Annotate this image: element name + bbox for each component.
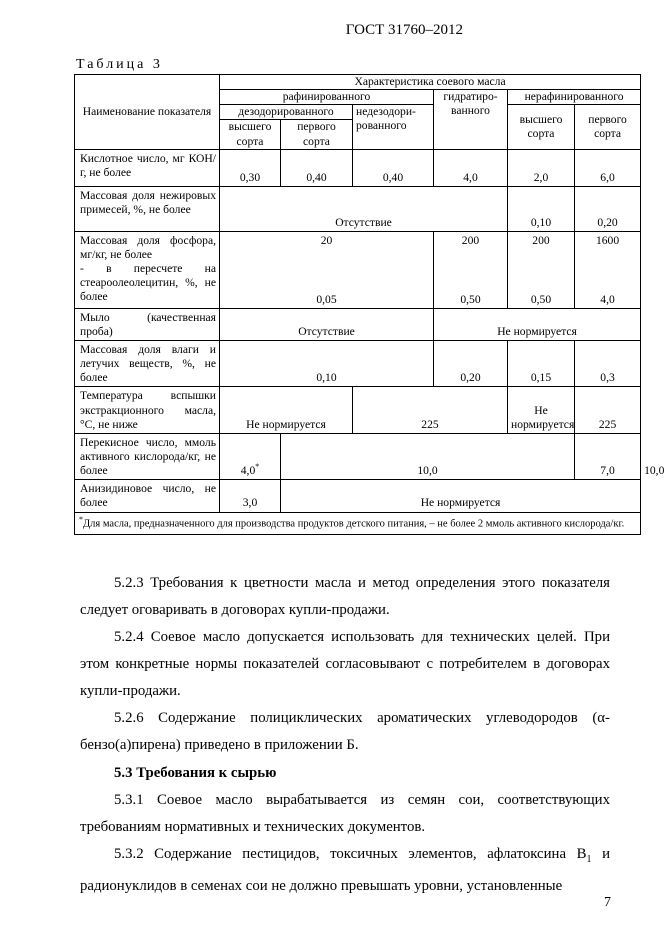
value-bottom: 0,05 <box>316 292 337 306</box>
table-cell: 0,40 <box>353 149 434 186</box>
table-row: Перекисное число, ммоль активного кислорода/кг, не более 4,0* 10,0 7,0 10,0 <box>75 433 641 479</box>
table-cell: Отсутствие <box>220 186 508 231</box>
table-footnote-row <box>75 512 641 534</box>
oil-characteristics-table <box>74 74 664 535</box>
header-top-grade: высшего сорта <box>220 120 281 149</box>
header-characteristic: Характеристика соевого масла <box>220 75 641 90</box>
table-cell: 225 <box>353 387 508 433</box>
table-cell <box>220 433 281 479</box>
table-cell: Не нормируется <box>434 308 641 340</box>
header-unrefined-first: первого сорта <box>575 105 641 149</box>
footnote-marker: * <box>79 514 83 524</box>
document-header: ГОСТ 31760–2012 <box>345 22 463 38</box>
header-indicator: Наименование показателя <box>75 75 220 150</box>
table-row <box>75 231 641 308</box>
footnote-marker: * <box>255 462 260 472</box>
table-cell: 10,0 <box>281 433 575 479</box>
table-cell: 0,20 <box>575 186 641 231</box>
row-label: Массовая доля нежировых примесей, %, не более <box>75 186 220 231</box>
table-cell: Не нормируется <box>281 480 641 512</box>
table-row <box>75 340 641 386</box>
table-cell <box>434 231 508 308</box>
table-row <box>75 308 641 340</box>
table-row <box>75 186 641 231</box>
row-label: Кислотное число, мг КОН/г, не более <box>75 149 220 186</box>
value-top: 1600 <box>595 233 620 247</box>
table-cell: 0,40 <box>281 149 353 186</box>
table-row <box>75 387 641 433</box>
table-cell: 0,20 <box>434 340 508 386</box>
table-cell: 0,30 <box>220 149 281 186</box>
row-label: Перекисное число, ммоль активного кислорода/кг, не более <box>75 433 220 479</box>
value-bottom: 4,0 <box>600 292 615 306</box>
table-cell: 0,3 <box>575 340 641 386</box>
header-non-deodorized: недезодори-рованного <box>353 105 434 149</box>
table-cell <box>508 231 575 308</box>
paragraph-5-2-6: 5.2.6 Содержание полициклических ароматических углеводородов (α-бензо(а)пирена) приведено в приложении Б. <box>80 710 610 753</box>
table-cell: 225 <box>575 387 641 433</box>
section-heading-5-3: 5.3 Требования к сырью <box>114 765 277 781</box>
paragraph-5-2-4: 5.2.4 Соевое масло допускается использовать для технических целей. При этом конкретные нормы показателей согласовывают с потребителем в договорах купли-продажи. <box>80 629 610 699</box>
cell-value: 4,0 <box>240 464 256 478</box>
header-first-grade: первого сорта <box>281 120 353 149</box>
row-label <box>75 231 220 308</box>
page-number: 7 <box>604 895 611 910</box>
header-deodorized: дезодорированного <box>220 105 353 120</box>
table-cell: 6,0 <box>575 149 641 186</box>
table-cell: 2,0 <box>508 149 575 186</box>
table-cell: Не нормируется <box>220 387 353 433</box>
table-cell: 3,0 <box>220 480 281 512</box>
value-top: 20 <box>320 233 333 247</box>
table-cell: 0,10 <box>220 340 434 386</box>
table-cell <box>575 231 641 308</box>
row-label: Мыло (качественная проба) <box>75 308 220 340</box>
header-hydrated: гидратиро-ванного <box>434 90 508 150</box>
value-top: 200 <box>532 233 550 247</box>
paragraph-5-2-3: 5.2.3 Требования к цветности масла и метод определения этого показателя следует оговаривать в договорах купли-продажи. <box>80 575 610 618</box>
row-label: Анизидиновое число, не более <box>75 480 220 512</box>
header-unrefined-top: высшего сорта <box>508 105 575 149</box>
footnote-text: Для масла, предназначенного для производства продуктов детского питания, – не более 2 ммоль активного кислорода/кг. <box>83 518 625 530</box>
header-refined: рафинированного <box>220 90 434 105</box>
value-bottom: 0,50 <box>530 292 552 306</box>
table-cell: 4,0 <box>434 149 508 186</box>
row-label-sub: - в пересчете на стеароолеолецитин, %, не более <box>80 261 216 304</box>
table-row <box>75 480 641 512</box>
paragraph-5-3-2 <box>80 841 610 900</box>
row-label-main: Массовая доля фосфора, мг/кг, не более <box>80 233 216 261</box>
row-label: Температура вспышки экстракционного масла, °С, не ниже <box>75 387 220 433</box>
row-label: Массовая доля влаги и летучих веществ, %, не более <box>75 340 220 386</box>
table-cell: Отсутствие <box>220 308 434 340</box>
table-footnote <box>75 512 641 534</box>
table-row <box>75 149 641 186</box>
subscript: 1 <box>586 853 592 865</box>
header-unrefined: нерафинированного <box>508 90 641 105</box>
table-caption: Таблица 3 <box>76 57 163 72</box>
table-cell: Не нормируется <box>508 387 575 433</box>
value-top: 200 <box>461 233 480 247</box>
table-cell: 7,0 <box>575 433 641 479</box>
table-cell <box>220 231 434 308</box>
paragraph-text: 5.3.2 Содержание пестицидов, токсичных элементов, афлатоксина В <box>114 846 587 862</box>
value-bottom: 0,50 <box>460 292 481 306</box>
paragraph-text: и радионуклидов в семенах сои не должно превышать уровни, установленные <box>80 846 611 894</box>
paragraph-5-3-1: 5.3.1 Соевое масло вырабатывается из семян сои, соответствующих требованиям нормативных и технических документов. <box>80 792 610 835</box>
table-cell: 0,15 <box>508 340 575 386</box>
table-cell: 0,10 <box>508 186 575 231</box>
